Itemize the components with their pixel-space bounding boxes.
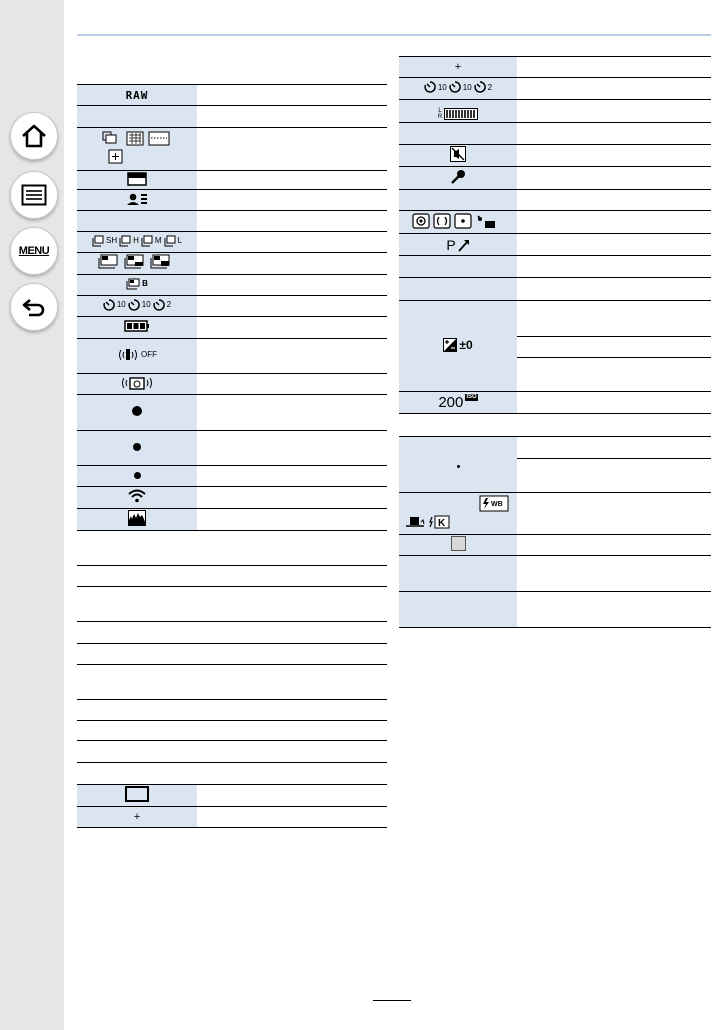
blank-icon-cell [399, 190, 517, 211]
table-row [77, 763, 387, 785]
contents-button[interactable] [10, 171, 58, 219]
table-row [77, 211, 387, 232]
table-row [399, 100, 711, 123]
face-detection-icon [77, 190, 197, 211]
program-shift-icon: P [399, 234, 517, 256]
blank-icon-cell [399, 256, 517, 278]
page-number-rule [373, 1000, 411, 1001]
table-row [399, 278, 711, 301]
metering-mode-icons [399, 211, 517, 234]
table-row [77, 171, 387, 190]
burst-speed-icons: SH H M L [77, 232, 197, 253]
home-icon [20, 123, 48, 149]
blank-icon-cell [77, 211, 197, 232]
silent-mode-icon [399, 145, 517, 167]
table-row [77, 317, 387, 339]
self-timer-icons: 10 10 2 [399, 78, 517, 100]
table-row [399, 392, 711, 414]
home-button[interactable] [10, 112, 58, 160]
table-row [77, 431, 387, 466]
list-icon [21, 184, 47, 206]
table-row [399, 592, 711, 628]
table-row [77, 232, 387, 253]
table-row [77, 700, 387, 721]
stabilizer-off-icon: OFF [77, 339, 197, 374]
table-row [399, 256, 711, 278]
menu-label: MENU [18, 245, 50, 257]
table-row [399, 211, 711, 234]
table-row [77, 128, 387, 171]
mic-level-icon: L R [399, 100, 517, 123]
table-row [399, 167, 711, 190]
table-row [399, 57, 711, 78]
back-arrow-icon [21, 296, 47, 318]
table-row [399, 234, 711, 256]
table-row [399, 535, 711, 556]
table-row [77, 487, 387, 509]
table-row [77, 275, 387, 296]
raw-quality-icon: RAW [77, 85, 197, 106]
sidebar [0, 0, 64, 1030]
blank-icon-cell [77, 106, 197, 128]
blank-icon-cell [399, 592, 517, 628]
spot-metering-target-icon: + [77, 807, 197, 828]
icon-table-right [399, 56, 711, 628]
svg-text:WB: WB [491, 501, 503, 508]
table-row [77, 509, 387, 531]
image-stabilizer-icon [77, 374, 197, 395]
table-row [399, 414, 711, 437]
table-row [77, 785, 387, 807]
gray-square-icon [399, 535, 517, 556]
table-row [77, 566, 387, 587]
4k-photo-icons [77, 253, 197, 275]
spot-metering-target-icon: + [399, 57, 517, 78]
table-row [399, 190, 711, 211]
header-rule [77, 34, 711, 36]
table-row [77, 296, 387, 317]
post-focus-icon: B [77, 275, 197, 296]
back-button[interactable] [10, 283, 58, 331]
large-dot-icon [77, 395, 197, 431]
histogram-icon [77, 509, 197, 531]
table-row [77, 644, 387, 665]
iso-icon: 200 ISO [399, 392, 517, 414]
table-row [77, 190, 387, 211]
medium-dot-icon [77, 431, 197, 466]
blank-icon-cell [399, 278, 517, 301]
table-row [77, 665, 387, 700]
table-row [77, 339, 387, 374]
small-dot-icon [77, 466, 197, 487]
table-row [399, 145, 711, 167]
table-row [77, 395, 387, 431]
table-row [399, 437, 711, 493]
table-row [77, 587, 387, 622]
exposure-comp-icon: ±0 [399, 301, 517, 392]
self-timer-icons: 10 10 2 [77, 296, 197, 317]
table-row [77, 106, 387, 128]
burst-aspect-icon [77, 128, 197, 171]
table-row [77, 721, 387, 741]
blank-icon-cell [399, 556, 517, 592]
icon-table-left [77, 84, 387, 828]
blank-icon-cell [399, 123, 517, 145]
white-balance-icons [399, 493, 517, 535]
table-row [77, 622, 387, 644]
table-row [399, 78, 711, 100]
table-row [77, 466, 387, 487]
menu-button[interactable] [10, 227, 58, 275]
table-row [77, 531, 387, 566]
tiny-dot-icon [399, 437, 517, 493]
svg-text:K: K [438, 518, 446, 529]
table-row [77, 253, 387, 275]
table-row [77, 807, 387, 828]
table-row [399, 556, 711, 592]
table-row [399, 493, 711, 535]
table-row [399, 301, 711, 392]
af-area-frame-icon [77, 785, 197, 807]
microphone-icon [399, 167, 517, 190]
wifi-icon [77, 487, 197, 509]
table-row [399, 123, 711, 145]
table-row [77, 85, 387, 106]
table-row [77, 374, 387, 395]
photo-style-icon [77, 171, 197, 190]
table-row [77, 741, 387, 763]
battery-icon [77, 317, 197, 339]
